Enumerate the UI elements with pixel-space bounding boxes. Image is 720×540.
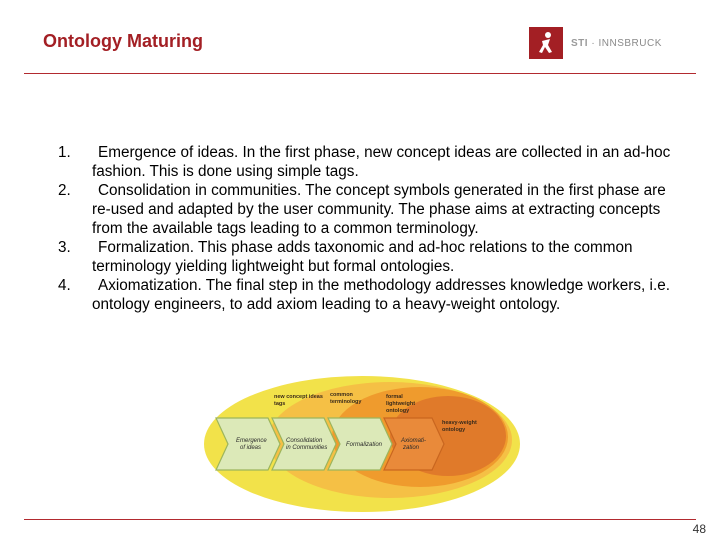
phase-formalization: Formalization: [346, 442, 383, 448]
logo-wordmark: [571, 38, 662, 49]
label-common-terminology: common terminology: [330, 392, 362, 405]
list-item: [52, 238, 682, 276]
step-number: 4.: [58, 277, 71, 294]
sti-innsbruck-logo: [529, 27, 662, 59]
step-text: Emergence of ideas. In the first phase, new concept ideas are collected in an ad-hoc fashion. This is done using simple tags.: [92, 144, 671, 180]
step-text: Formalization. This phase adds taxonomic and ad-hoc relations to the common terminology yielding lightweight but formal ontologies.: [92, 239, 633, 275]
step-text: Axiomatization. The final step in the methodology addresses knowledge workers, i.e. ontology engineers, to add axiom leading to a heavy-weight ontology.: [92, 277, 670, 313]
list-item: [52, 143, 682, 181]
step-number: 1.: [58, 144, 71, 161]
sti-logo-icon: [529, 27, 563, 59]
slide-title: Ontology Maturing: [43, 31, 203, 51]
label-heavy-weight: heavy-weight ontology: [442, 420, 477, 433]
steps-list: [52, 143, 682, 314]
page-number: 48: [692, 522, 706, 536]
label-formal-lightweight: formal lightweight ontology: [386, 394, 416, 414]
label-new-concept-ideas: new concept ideas tags: [274, 394, 323, 407]
step-number: 2.: [58, 182, 71, 199]
step-text: Consolidation in communities. The concept symbols generated in the first phase are re-used and adapted by the user community. The phase aims at extracting concepts from the available tags leading to a common terminology.: [92, 182, 666, 237]
logo-location: INNSBRUCK: [598, 37, 662, 49]
list-item: [52, 276, 682, 314]
phase-emergence: Emergence of ideas: [236, 438, 267, 451]
phase-axiomatization: Axiomati- zation: [401, 438, 427, 451]
logo-brand: STI: [571, 37, 589, 49]
list-item: [52, 181, 682, 238]
step-number: 3.: [58, 239, 71, 256]
phase-consolidation: Consolidation in Communities: [286, 438, 328, 451]
logo-separator: ·: [591, 37, 596, 49]
header-divider: [24, 73, 696, 74]
footer-divider: [24, 519, 696, 520]
ontology-maturing-diagram: [200, 374, 520, 512]
